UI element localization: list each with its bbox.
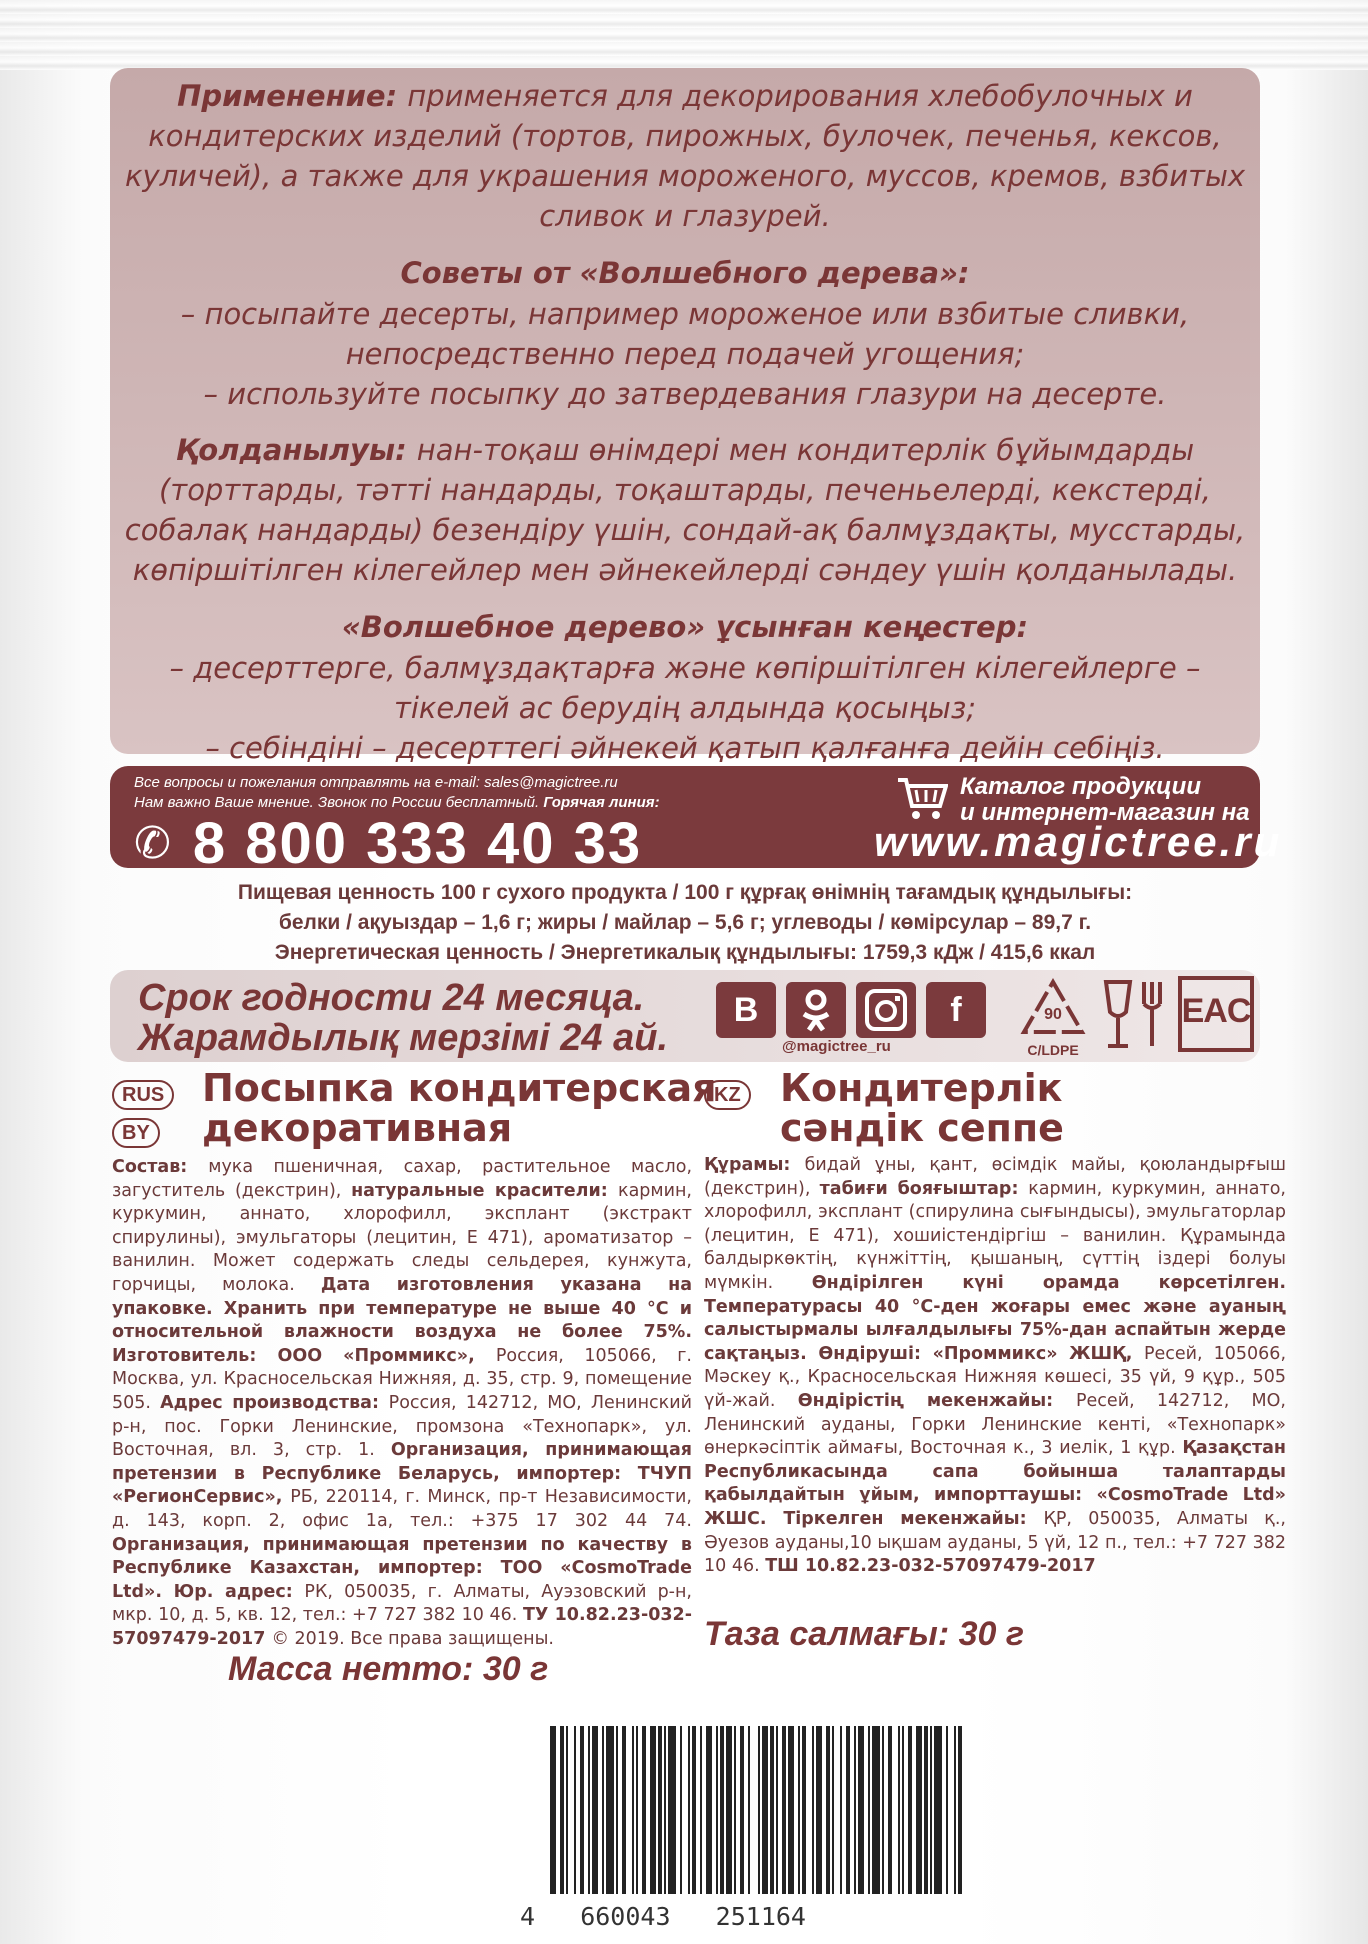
barcode-bar (816, 1726, 822, 1894)
barcode-digits: 4 660043 251164 (520, 1902, 806, 1931)
kz-production-address: Ресей, 142712, МО, Ленинский ауданы, Горки Ленинские кенті, «Технопарк» өнеркәсіптік аймағы, Восточная к., 3 иелік, 1 құр. (704, 1390, 1286, 1459)
ru-storage: Дата изготовления указана на упаковке. Хранить при температуре не выше 40 °С и относительной влажности воздуха не более 75%. Изготовитель: ООО «Проммикс», (112, 1274, 693, 1366)
shelf-life-panel (110, 970, 1260, 1062)
barcode-bar (616, 1726, 618, 1894)
eac-text: EAC (1181, 992, 1251, 1030)
barcode-bar (700, 1726, 702, 1894)
catalog-line-2: и интернет-магазин на (960, 799, 1250, 826)
phone-number: 8 800 333 40 33 (192, 811, 643, 876)
ru-by-claims: Организация, принимающая претензии в Республике Беларусь, импортер: ТЧУП «РегионСервис», (112, 1440, 692, 1508)
barcode-bar (898, 1726, 900, 1894)
net-weight-ru: Масса нетто: 30 г (228, 1650, 549, 1688)
barcode-bar (740, 1726, 744, 1894)
barcode-bar (632, 1726, 634, 1894)
barcode-bar (782, 1726, 786, 1894)
barcode-bar (592, 1726, 598, 1894)
barcode-bar (680, 1726, 682, 1894)
barcode-bar (622, 1726, 626, 1894)
barcode-bar (606, 1726, 614, 1894)
barcode-bar (958, 1726, 962, 1894)
barcode-bar (882, 1726, 884, 1894)
kz-kz-claims: Қазақстан Республикасында сапа бойынша талаптарды қабылдайтын ұйым, импорттаушы: «CosmoTrade Ltd» ЖШС. Тіркелген мекенжайы: (704, 1438, 1286, 1529)
ru-kz-claims: Организация, принимающая претензии по качеству в Республике Казахстан, импортер: ТОО «CosmoTrade Ltd». Юр. адрес: (112, 1534, 692, 1602)
kz-tip-2: – себіндіні – десерттегі әйнекей қатып қалғанға дейін себіңіз. (205, 731, 1165, 765)
hotline-phone[interactable] (134, 810, 642, 877)
kz-usage (124, 430, 1246, 590)
ru-natural-label: натуральные красители: (351, 1180, 619, 1201)
kz-production-label: Өндірістің мекенжайы: (797, 1390, 1076, 1411)
contact-feedback-line (134, 794, 660, 811)
ru-usage-text: применяется для декорирования хлебобулочных и кондитерских изделий (тортов, пирожных, булочек, печенья, кексов, куличей), а также для украшения мороженого, муссов, кремов, взбитых сливок и глазурей. (124, 79, 1246, 233)
website-link[interactable]: www.magictree.ru (874, 818, 1283, 865)
barcode-bar (946, 1726, 948, 1894)
kz-composition-a: бидай ұны, қант, өсімдік майы, қоюландырғыш (декстрин), (704, 1155, 1286, 1199)
barcode-bars (520, 1716, 982, 1906)
kz-details (704, 1154, 1286, 1579)
recycling-icon (1018, 978, 1088, 1058)
facebook-icon[interactable]: f (926, 982, 986, 1038)
barcode-bar (854, 1726, 856, 1894)
product-title-ru-line-1: Посыпка кондитерская (202, 1066, 717, 1110)
ru-tu: ТУ 10.82.23-032-57097479-2017 (112, 1605, 693, 1649)
ru-tips-title: Советы от «Волшебного дерева»: (400, 256, 970, 290)
barcode-bar (636, 1726, 638, 1894)
ru-copyright: © 2019. Все права защищены. (271, 1628, 554, 1649)
barcode-bar (602, 1726, 604, 1894)
barcode-bar (560, 1726, 564, 1894)
package-top-seal (0, 0, 1368, 70)
barcode-bar (664, 1726, 666, 1894)
kz-composition-b: кармин, куркумин, аннато, хлорофилл, эксплант (спирулина сығындысы), эмульгаторлар (лецитин, Е 471), хошиістендіргіш – ванилин. Құрамында балдыркөктің, күнжіттің, қышаның, сүттің іздері болуы мүмкін. (704, 1178, 1286, 1293)
product-title-kz (780, 1068, 1064, 1148)
barcode-bar (924, 1726, 928, 1894)
product-title-ru-line-2: декоративная (202, 1106, 513, 1150)
kz-tu: ТШ 10.82.23-032-57097479-2017 (765, 1556, 1096, 1577)
barcode-bar (762, 1726, 768, 1894)
net-weight-kz: Таза салмағы: 30 г (704, 1615, 1024, 1653)
ru-usage (124, 76, 1246, 236)
ru-maker-address: Россия, 105066, г. Москва, ул. Красносельская Нижняя, д. 35, стр. 9, помещение 505. (112, 1345, 692, 1413)
barcode-bar (916, 1726, 922, 1894)
barcode-bar (720, 1726, 724, 1894)
barcode-bar (668, 1726, 676, 1894)
contact-bar (110, 766, 1283, 876)
product-title-ru (202, 1068, 717, 1148)
kz-natural-label: табиғи бояғыштар: (819, 1178, 1029, 1199)
ru-production-label: Адрес производства: (160, 1392, 389, 1413)
barcode-bar (858, 1726, 864, 1894)
barcode-bar (688, 1726, 690, 1894)
ru-tip-1: – посыпайте десерты, например мороженое или взбитые сливки, непосредственно перед подачей угощения; (180, 297, 1190, 371)
barcode-bar (812, 1726, 814, 1894)
barcode-bar (840, 1726, 842, 1894)
ru-composition-label: Состав: (112, 1157, 209, 1177)
kz-tip-1: – десерттерге, балмұздақтарға және көпіршітілген кілегейлерге – тікелей ас берудің алдында қосыңыз; (169, 651, 1201, 725)
lang-badge-rus: RUS (112, 1080, 174, 1110)
shelf-life-text (138, 978, 668, 1058)
social-handle: @magictree_ru (782, 1038, 891, 1055)
barcode-bar (588, 1726, 590, 1894)
ru-tip-2: – используйте посыпку до затвердевания глазури на десерте. (203, 377, 1167, 411)
contact-email-line[interactable]: Все вопросы и пожелания отправлять на e-mail: sales@magictree.ru (134, 774, 618, 791)
barcode-bar (934, 1726, 942, 1894)
product-title-kz-line-1: Кондитерлік (780, 1066, 1063, 1110)
barcode-bar (826, 1726, 830, 1894)
kz-tips-title: «Волшебное дерево» ұсынған кеңестер: (341, 610, 1029, 644)
barcode-bar (788, 1726, 794, 1894)
barcode-bar (758, 1726, 760, 1894)
usage-tips-panel (110, 68, 1260, 765)
kz-storage: Өндірілген күні орамда көрсетілген. Температурасы 40 °С-ден жоғары емес және ауаның салыстырмалы ылғалдылығы 75%-дан аспайтын жерде сақтаңыз. Өндіруші: «Проммикс» ЖШҚ, (704, 1272, 1286, 1364)
eac-mark (1178, 976, 1254, 1052)
vk-icon[interactable]: В (716, 982, 776, 1038)
barcode-bar (726, 1726, 732, 1894)
shelf-life-kz: Жарамдылық мерзімі 24 ай. (138, 1017, 668, 1059)
ru-details (112, 1156, 692, 1651)
social-icons (716, 982, 986, 1038)
barcode-bar (776, 1726, 778, 1894)
barcode-bar (650, 1726, 656, 1894)
barcode-bar (550, 1726, 556, 1894)
kz-composition-label: Құрамы: (704, 1155, 805, 1175)
shopping-cart-icon (896, 776, 948, 822)
barcode-bar (930, 1726, 932, 1894)
ru-composition-a: мука пшеничная, сахар, растительное масло, загуститель (декстрин), (112, 1157, 693, 1201)
nutrition-line-2: белки / ақуыздар – 1,6 г; жиры / майлар – 5,6 г; углеводы / көмірсулар – 89,7 г. (278, 911, 1092, 934)
barcode-bar (798, 1726, 800, 1894)
ru-production-address: Россия, 142712, МО, Ленинский р-н, пос. Горки Ленинские, промзона «Технопарк», ул. Восточная, вл. 3, стр. 1. (112, 1392, 692, 1461)
barcode-bar (658, 1726, 662, 1894)
barcode-bar (580, 1726, 584, 1894)
nutrition-line-1: Пищевая ценность 100 г сухого продукта / 100 г құрғақ өнімнің тағамдық құндылығы: (237, 881, 1133, 904)
barcode-bar (706, 1726, 712, 1894)
recycle-code: 90 (1044, 1006, 1062, 1023)
nutrition-line-3: Энергетическая ценность / Энергетикалық құндылығы: 1759,3 кДж / 415,6 ккал (274, 941, 1096, 964)
barcode-bar (770, 1726, 774, 1894)
barcode-bar (872, 1726, 880, 1894)
shelf-life-ru: Срок годности 24 месяца. (138, 977, 645, 1019)
lang-badge-by: BY (112, 1118, 160, 1148)
kz-kz-address: ҚР, 050035, Алматы қ., Әуезов ауданы,10 ықшам ауданы, 5 үй, 12 п., тел.: +7 727 382 10 46. (704, 1508, 1286, 1577)
barcode-bar (846, 1726, 850, 1894)
hotline-label: Горячая линия: (543, 794, 660, 811)
kz-usage-label: Қолданылуы: (175, 433, 417, 467)
barcode-bar (888, 1726, 892, 1894)
barcode-bar (902, 1726, 904, 1894)
barcode-bar (954, 1726, 956, 1894)
barcode (520, 1716, 982, 1944)
ru-usage-label: Применение: (177, 79, 408, 113)
barcode-bar (642, 1726, 646, 1894)
barcode-bar (908, 1726, 912, 1894)
ru-kz-address: РК, 050035, г. Алматы, Ауэзовский р-н, мкр. 10, д. 5, кв. 12, тел.: +7 727 382 10 46. (112, 1581, 692, 1626)
barcode-bar (734, 1726, 736, 1894)
product-title-kz-line-2: сәндік сеппе (780, 1106, 1064, 1150)
barcode-bar (574, 1726, 576, 1894)
barcode-bar (716, 1726, 718, 1894)
instagram-icon[interactable] (856, 982, 916, 1038)
barcode-bar (832, 1726, 834, 1894)
barcode-bar (566, 1726, 568, 1894)
barcode-bar (692, 1726, 696, 1894)
odnoklassniki-icon[interactable] (786, 982, 846, 1038)
kz-usage-text: нан-тоқаш өнімдері мен кондитерлік бұйымдарды (торттарды, тәтті нандарды, тоқаштарды, печеньелерді, кекстерді, собалақ нандарды) безендіру үшін, сондай-ақ балмұздақты, мусстарды, көпіршітілген кілегейлер мен әйнекейлерді сәндеу үшін қолданылады. (124, 433, 1246, 587)
ru-composition-b: кармин, куркумин, аннато, хлорофилл, эксплант (экстракт спирулины), эмульгаторы (лецитин, Е 471), ароматизатор – ванилин. Может содержать следы сельдерея, кунжута, горчицы, молока. (112, 1180, 692, 1295)
barcode-bar (748, 1726, 750, 1894)
ru-by-address: РБ, 220114, г. Минск, пр-т Независимости, д. 143, корп. 2, офис 1а, тел.: +375 17 302 44 74. (112, 1487, 692, 1531)
lang-badge-kz: KZ (704, 1080, 751, 1110)
catalog-line-1: Каталог продукции (960, 773, 1201, 800)
phone-icon: ✆ (134, 819, 173, 868)
kz-maker-address: Ресей, 105066, Мәскеу қ., Красносельская Нижняя көшесі, 35 үй, 9 құр., 505 үй-жай. (704, 1343, 1287, 1411)
barcode-bar (802, 1726, 806, 1894)
glass-fork-icon (1100, 976, 1164, 1052)
nutrition-facts (110, 878, 1260, 968)
contact-feedback-text: Нам важно Ваше мнение. Звонок по России бесплатный. (134, 794, 544, 811)
recycle-label: C/LDPE (1027, 1042, 1079, 1058)
barcode-bar (868, 1726, 870, 1894)
